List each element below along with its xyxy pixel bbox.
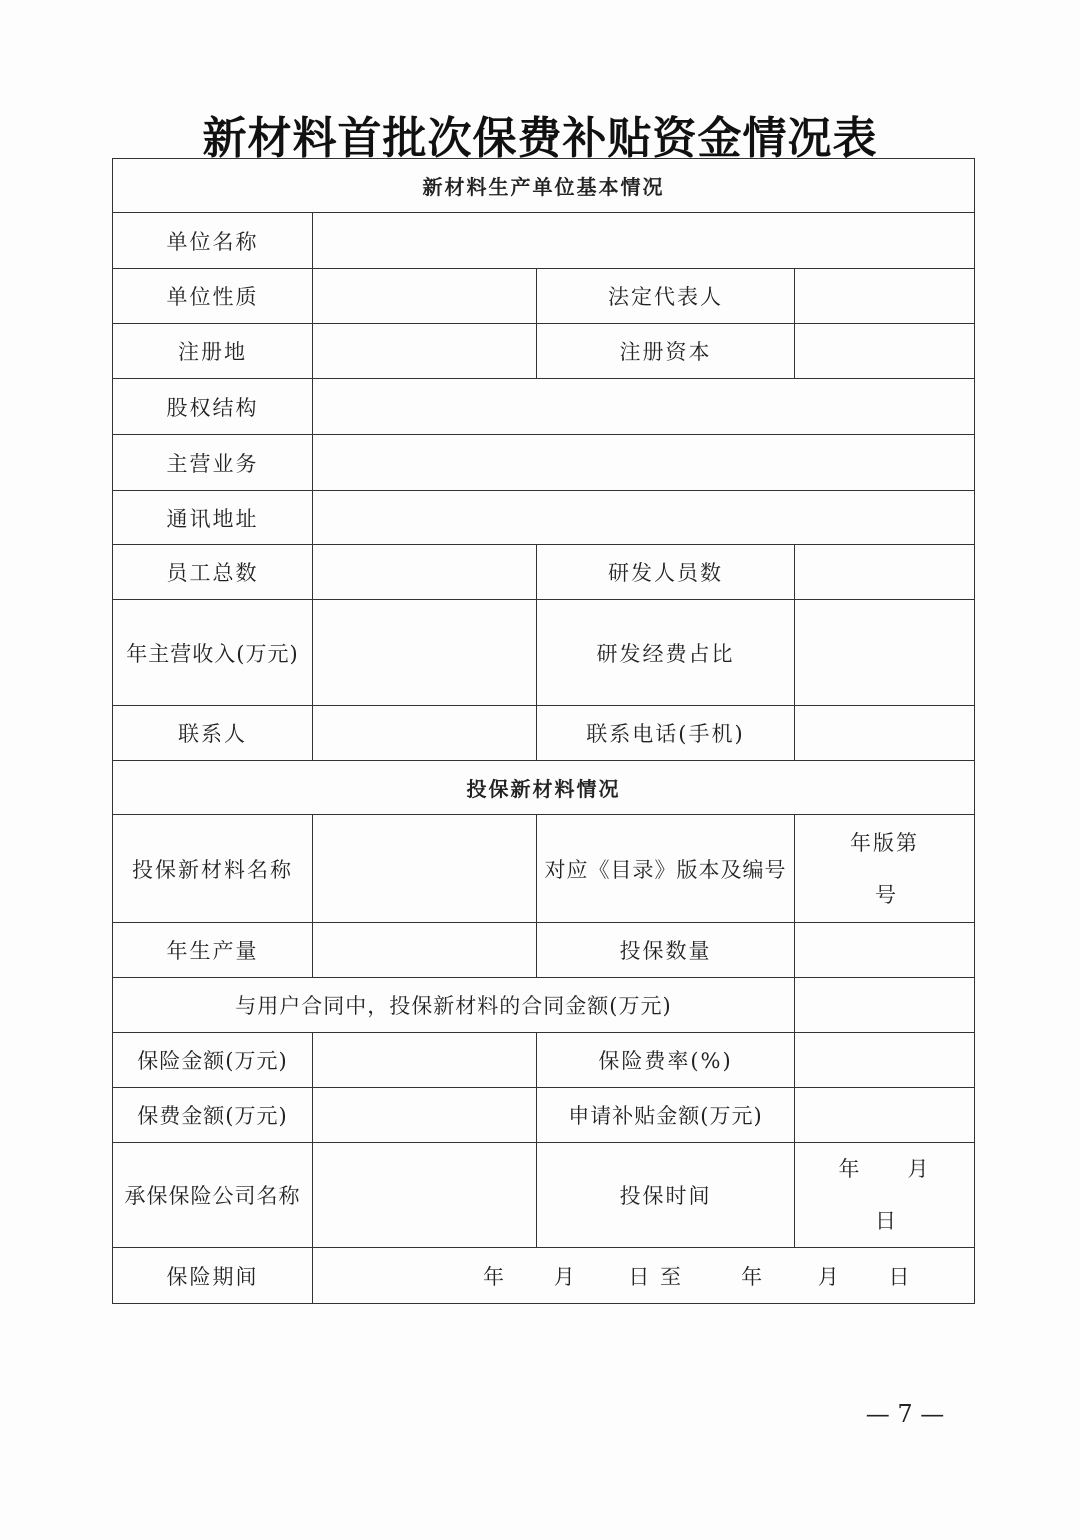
input-insurer[interactable] <box>313 1143 537 1248</box>
period-month2: 月 <box>817 1264 841 1289</box>
label-insure-time: 投保时间 <box>537 1143 795 1248</box>
label-phone: 联系电话(手机) <box>537 706 795 761</box>
label-reg-place: 注册地 <box>113 324 313 379</box>
label-address: 通讯地址 <box>113 491 313 545</box>
input-insured-amount[interactable] <box>313 1033 537 1088</box>
period-day1: 日 至 <box>628 1264 684 1289</box>
label-material-name: 投保新材料名称 <box>113 815 313 923</box>
period-month1: 月 <box>553 1264 577 1289</box>
input-unit-nature[interactable] <box>313 269 537 324</box>
input-employees[interactable] <box>313 545 537 600</box>
version-line2: 号 <box>875 882 898 907</box>
label-subsidy-amount: 申请补贴金额(万元) <box>537 1088 795 1143</box>
version-line1: 年版第 <box>850 830 919 855</box>
input-contact[interactable] <box>313 706 537 761</box>
subsidy-form-table <box>112 158 975 1304</box>
input-reg-capital[interactable] <box>795 324 975 379</box>
input-address[interactable] <box>313 491 975 545</box>
label-premium-amount: 保费金额(万元) <box>113 1088 313 1143</box>
input-material-name[interactable] <box>313 815 537 923</box>
input-rd-staff[interactable] <box>795 545 975 600</box>
label-revenue: 年主营收入(万元) <box>113 600 313 706</box>
label-equity: 股权结构 <box>113 379 313 435</box>
label-legal-rep: 法定代表人 <box>537 269 795 324</box>
label-unit-name: 单位名称 <box>113 213 313 269</box>
input-revenue[interactable] <box>313 600 537 706</box>
time-line2: 日 <box>875 1209 898 1233</box>
label-unit-nature: 单位性质 <box>113 269 313 324</box>
input-legal-rep[interactable] <box>795 269 975 324</box>
label-premium-rate: 保险费率(%) <box>537 1033 795 1088</box>
time-line1: 年 月 <box>838 1157 931 1181</box>
label-rd-ratio: 研发经费占比 <box>537 600 795 706</box>
period-year1: 年 <box>483 1264 506 1289</box>
input-unit-name[interactable] <box>313 213 975 269</box>
input-insure-time[interactable] <box>795 1143 975 1248</box>
label-rd-staff: 研发人员数 <box>537 545 795 600</box>
period-year2: 年 <box>741 1264 765 1289</box>
label-catalog-version: 对应《目录》版本及编号 <box>537 815 795 923</box>
input-contract-amount[interactable] <box>795 978 975 1033</box>
label-employees: 员工总数 <box>113 545 313 600</box>
input-subsidy-amount[interactable] <box>795 1088 975 1143</box>
input-annual-output[interactable] <box>313 923 537 978</box>
input-rd-ratio[interactable] <box>795 600 975 706</box>
input-equity[interactable] <box>313 379 975 435</box>
form-title: 新材料首批次保费补贴资金情况表 <box>202 113 878 164</box>
section-basic-info: 新材料生产单位基本情况 <box>113 159 975 213</box>
period-day2: 日 <box>888 1264 912 1289</box>
input-period[interactable] <box>313 1248 975 1304</box>
label-annual-output: 年生产量 <box>113 923 313 978</box>
label-insured-qty: 投保数量 <box>537 923 795 978</box>
input-premium-amount[interactable] <box>313 1088 537 1143</box>
label-contract-amount: 与用户合同中，投保新材料的合同金额(万元) <box>113 978 795 1033</box>
input-reg-place[interactable] <box>313 324 537 379</box>
label-insurer: 承保保险公司名称 <box>113 1143 313 1248</box>
page-number: — 7 — <box>865 1400 945 1428</box>
label-reg-capital: 注册资本 <box>537 324 795 379</box>
input-catalog-version[interactable] <box>795 815 975 923</box>
label-main-business: 主营业务 <box>113 435 313 491</box>
input-main-business[interactable] <box>313 435 975 491</box>
label-insured-amount: 保险金额(万元) <box>113 1033 313 1088</box>
label-period: 保险期间 <box>113 1248 313 1304</box>
input-premium-rate[interactable] <box>795 1033 975 1088</box>
section-insured-material: 投保新材料情况 <box>113 761 975 815</box>
input-insured-qty[interactable] <box>795 923 975 978</box>
input-phone[interactable] <box>795 706 975 761</box>
label-contact: 联系人 <box>113 706 313 761</box>
